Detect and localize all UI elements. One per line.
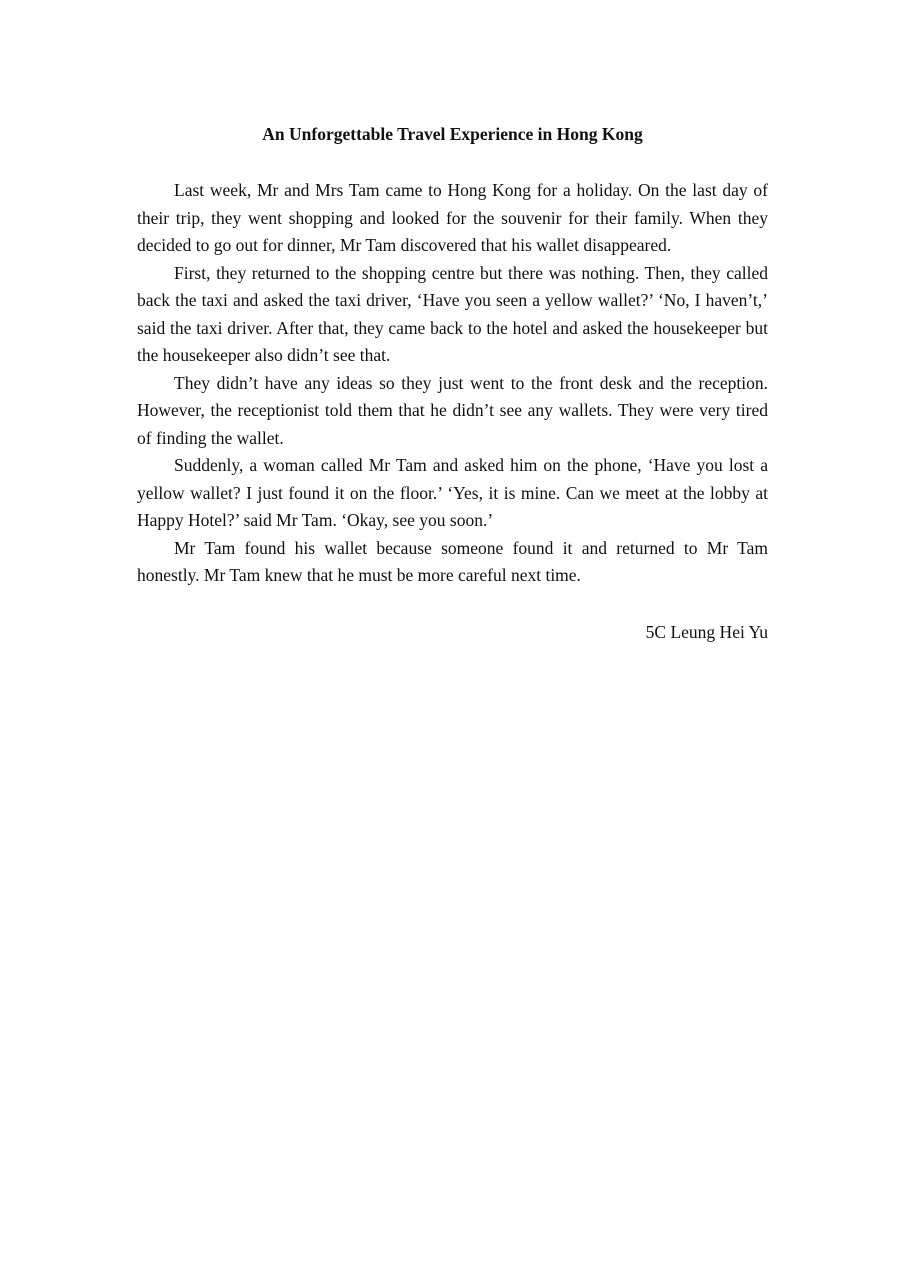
author-signature: 5C Leung Hei Yu	[645, 621, 768, 642]
document-title: An Unforgettable Travel Experience in Hong Kong	[262, 124, 643, 144]
paragraph-1: Last week, Mr and Mrs Tam came to Hong Kong for a holiday. On the last day of their trip, they went shopping and looked for the souvenir for their family. When they decided to go out for dinner, Mr Tam discovered that his wallet disappeared.	[137, 180, 768, 255]
paragraph-3: They didn’t have any ideas so they just went to the front desk and the reception. However, the receptionist told them that he didn’t see any wallets. They were very tired of finding the wallet.	[137, 372, 768, 448]
paragraph-5: Mr Tam found his wallet because someone found it and returned to Mr Tam honestly. Mr Tam knew that he must be more careful next time.	[137, 537, 768, 585]
paragraph-4: Suddenly, a woman called Mr Tam and asked him on the phone, ‘Have you lost a yellow wallet? I just found it on the floor.’ ‘Yes, it is mine. Can we meet at the lobby at Happy Hotel?’ said Mr Tam. ‘Okay, see you soon.’	[137, 455, 768, 530]
document-body	[137, 122, 768, 644]
paragraph-2: First, they returned to the shopping centre but there was nothing. Then, they called back the taxi and asked the taxi driver, ‘Have you seen a yellow wallet?’ ‘No, I haven’t,’ said the taxi driver. After that, they came back to the hotel and asked the housekeeper but the housekeeper also didn’t see that.	[137, 262, 768, 365]
